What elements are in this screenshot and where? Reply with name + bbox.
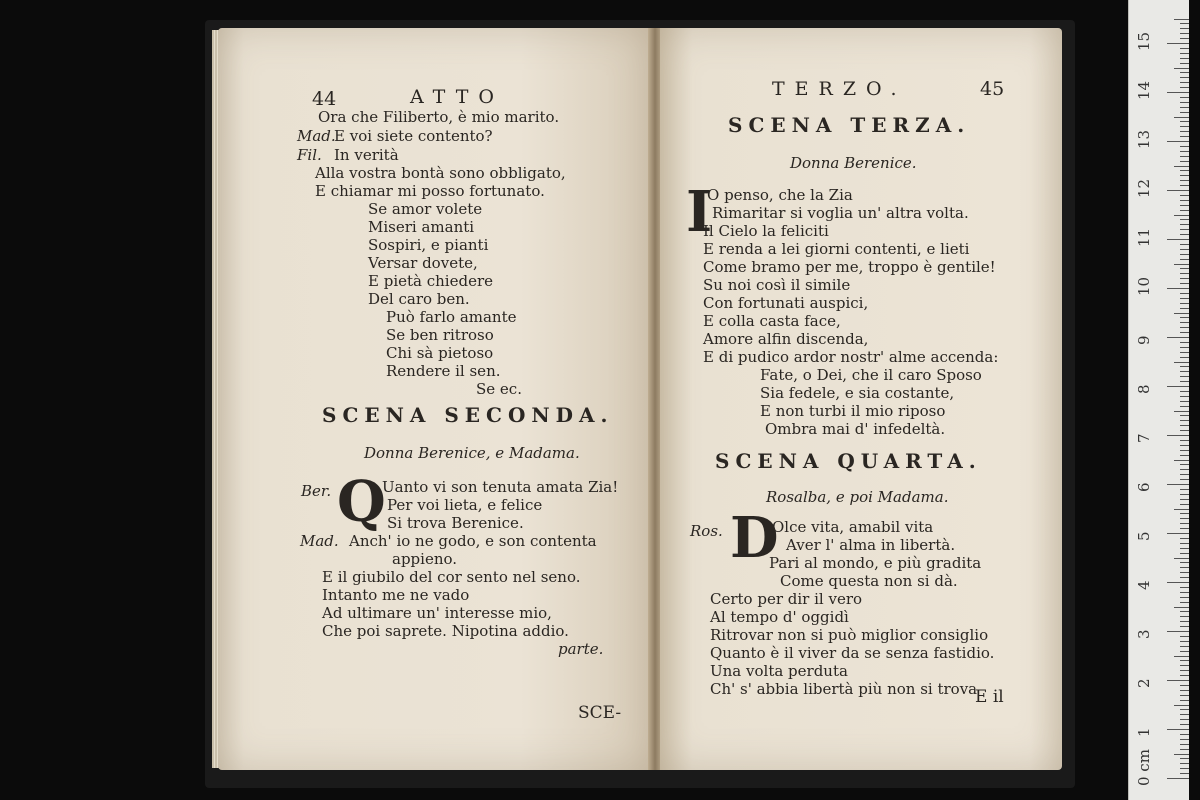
ruler-tick: [1180, 636, 1189, 637]
ruler-label: 5: [1135, 531, 1153, 541]
verse-line: E pietà chiedere: [368, 272, 493, 290]
ruler-tick: [1167, 337, 1189, 338]
ruler-tick: [1180, 695, 1189, 696]
ruler-tick: [1167, 288, 1189, 289]
text-line: Come bramo per me, troppo è gentile!: [703, 258, 996, 276]
ruler-tick: [1174, 656, 1189, 657]
ruler-tick: [1180, 621, 1189, 622]
ruler-tick: [1167, 680, 1189, 681]
ruler-tick: [1180, 77, 1189, 78]
ruler-tick: [1180, 553, 1189, 554]
verse-line: Fate, o Dei, che il caro Sposo: [760, 366, 982, 384]
ruler-tick: [1167, 631, 1189, 632]
measurement-ruler: [1128, 0, 1189, 800]
ruler-label: 6: [1135, 482, 1153, 492]
ruler-tick: [1180, 322, 1189, 323]
ruler-tick: [1180, 758, 1189, 759]
ruler-tick: [1180, 611, 1189, 612]
ruler-tick: [1180, 58, 1189, 59]
ruler-tick: [1180, 641, 1189, 642]
text-line: Ora che Filiberto, è mio marito.: [318, 108, 560, 126]
ruler-tick: [1180, 200, 1189, 201]
ruler-tick: [1180, 53, 1189, 54]
ruler-label: 9: [1135, 335, 1153, 345]
text-line: In verità: [334, 146, 399, 164]
ruler-tick: [1180, 626, 1189, 627]
text-line: E renda a lei giorni contenti, e lieti: [703, 240, 970, 258]
ruler-tick: [1180, 455, 1189, 456]
ruler-tick: [1180, 538, 1189, 539]
ruler-label: 1: [1135, 727, 1153, 737]
scene-heading: SCENA SECONDA.: [322, 403, 614, 427]
text-line: E il giubilo del cor sento nel seno.: [322, 568, 581, 586]
verse-line: Pari al mondo, e più gradita: [769, 554, 982, 572]
ruler-label: 4: [1135, 580, 1153, 590]
ruler-tick: [1180, 205, 1189, 206]
ruler-tick: [1174, 509, 1189, 510]
text-line: Amore alfin discenda,: [703, 330, 869, 348]
verse-line: Ombra mai d' infedeltà.: [765, 420, 946, 438]
text-line: Uanto vi son tenuta amata Zia!: [382, 478, 619, 496]
catchword: E il: [975, 687, 1004, 707]
drop-capital: Q: [337, 469, 386, 535]
stage-direction: parte.: [558, 640, 604, 658]
text-line: Ad ultimare un' interesse mio,: [322, 604, 552, 622]
text-line: Ch' s' abbia libertà più non si trova: [710, 680, 978, 698]
ruler-tick: [1180, 445, 1189, 446]
ruler-tick: [1174, 754, 1189, 755]
ruler-tick: [1180, 283, 1189, 284]
ruler-tick: [1167, 141, 1189, 142]
ruler-tick: [1167, 92, 1189, 93]
right-page-number: 45: [980, 78, 1005, 100]
ruler-tick: [1180, 739, 1189, 740]
ruler-tick: [1167, 533, 1189, 534]
text-line: Alla vostra bontà sono obbligato,: [315, 164, 566, 182]
drop-capital: D: [730, 505, 779, 571]
left-running-head: ATTO: [410, 86, 504, 108]
ruler-tick: [1180, 406, 1189, 407]
ruler-tick: [1174, 117, 1189, 118]
ruler-tick: [1180, 63, 1189, 64]
ruler-tick: [1180, 518, 1189, 519]
ruler-tick: [1180, 523, 1189, 524]
ruler-tick: [1180, 548, 1189, 549]
ruler-tick: [1180, 602, 1189, 603]
ruler-tick: [1180, 592, 1189, 593]
ruler-tick: [1174, 19, 1189, 20]
text-line: E colla casta face,: [703, 312, 841, 330]
text-line: Che poi saprete. Nipotina addio.: [322, 622, 569, 640]
ruler-label: 10: [1135, 276, 1153, 296]
verse-line: Versar dovete,: [368, 254, 478, 272]
ruler-tick: [1180, 567, 1189, 568]
ruler-tick: [1180, 210, 1189, 211]
text-line: E di pudico ardor nostr' alme accenda:: [703, 348, 999, 366]
catchword: SCE-: [578, 703, 622, 723]
ruler-tick: [1180, 450, 1189, 451]
ruler-tick: [1180, 175, 1189, 176]
verse-line: Olce vita, amabil vita: [772, 518, 934, 536]
ruler-label: 14: [1135, 80, 1153, 100]
verse-line: Se ec.: [476, 380, 522, 398]
verse-line: Chi sà pietoso: [386, 344, 494, 362]
ruler-tick: [1180, 33, 1189, 34]
ruler-tick: [1167, 484, 1189, 485]
ruler-tick: [1167, 435, 1189, 436]
scene-characters: Rosalba, e poi Madama.: [766, 488, 949, 506]
ruler-tick: [1174, 166, 1189, 167]
ruler-tick: [1167, 582, 1189, 583]
ruler-tick: [1174, 362, 1189, 363]
left-page-number: 44: [312, 88, 337, 110]
ruler-tick: [1180, 494, 1189, 495]
ruler-tick: [1180, 293, 1189, 294]
ruler-label: 7: [1135, 433, 1153, 443]
ruler-tick: [1174, 313, 1189, 314]
speaker-label: Fil.: [297, 146, 322, 164]
ruler-tick: [1167, 43, 1189, 44]
ruler-tick: [1180, 714, 1189, 715]
ruler-tick: [1180, 660, 1189, 661]
text-line: Al tempo d' oggidì: [710, 608, 849, 626]
ruler-tick: [1180, 749, 1189, 750]
ruler-tick: [1174, 411, 1189, 412]
ruler-tick: [1180, 195, 1189, 196]
ruler-tick: [1180, 317, 1189, 318]
ruler-tick: [1180, 273, 1189, 274]
ruler-label: 2: [1135, 678, 1153, 688]
text-line: Su noi così il simile: [703, 276, 851, 294]
verse-line: Miseri amanti: [368, 218, 475, 236]
ruler-tick: [1180, 87, 1189, 88]
ruler-tick: [1174, 607, 1189, 608]
text-line: O penso, che la Zia: [707, 186, 853, 204]
scene-characters: Donna Berenice, e Madama.: [364, 444, 580, 462]
verse-line: Come questa non si dà.: [780, 572, 958, 590]
ruler-tick: [1180, 151, 1189, 152]
verse-line: Se amor volete: [368, 200, 483, 218]
ruler-tick: [1180, 28, 1189, 29]
ruler-tick: [1180, 464, 1189, 465]
ruler-tick: [1180, 102, 1189, 103]
ruler-tick: [1180, 744, 1189, 745]
ruler-tick: [1180, 82, 1189, 83]
ruler-tick: [1180, 724, 1189, 725]
ruler-tick: [1180, 479, 1189, 480]
ruler-tick: [1180, 107, 1189, 108]
text-line: Certo per dir il vero: [710, 590, 863, 608]
speaker-label: Mad.: [297, 127, 336, 145]
text-line: appieno.: [392, 550, 458, 568]
ruler-tick: [1180, 244, 1189, 245]
ruler-tick: [1180, 268, 1189, 269]
scene-characters: Donna Berenice.: [790, 154, 917, 172]
ruler-tick: [1180, 332, 1189, 333]
text-line: Quanto è il viver da se senza fastidio.: [710, 644, 995, 662]
ruler-tick: [1180, 112, 1189, 113]
ruler-tick: [1180, 646, 1189, 647]
text-line: Si trova Berenice.: [387, 514, 524, 532]
ruler-tick: [1174, 215, 1189, 216]
ruler-tick: [1180, 734, 1189, 735]
ruler-tick: [1180, 97, 1189, 98]
ruler-tick: [1180, 156, 1189, 157]
ruler-tick: [1180, 72, 1189, 73]
scene-heading: SCENA QUARTA.: [715, 449, 982, 473]
ruler-label: 0 cm: [1135, 749, 1153, 786]
ruler-tick: [1180, 23, 1189, 24]
ruler-tick: [1180, 371, 1189, 372]
ruler-tick: [1180, 665, 1189, 666]
ruler-tick: [1167, 190, 1189, 191]
ruler-tick: [1180, 170, 1189, 171]
ruler-tick: [1180, 577, 1189, 578]
ruler-tick: [1180, 690, 1189, 691]
ruler-tick: [1180, 38, 1189, 39]
verse-line: Aver l' alma in libertà.: [786, 536, 956, 554]
ruler-tick: [1180, 685, 1189, 686]
ruler-tick: [1167, 386, 1189, 387]
ruler-label: 3: [1135, 629, 1153, 639]
ruler-tick: [1180, 763, 1189, 764]
ruler-label: 15: [1135, 31, 1153, 51]
ruler-tick: [1180, 381, 1189, 382]
text-line: E voi siete contento?: [334, 127, 493, 145]
ruler-tick: [1180, 259, 1189, 260]
right-running-head: TERZO.: [772, 78, 907, 100]
ruler-label: 11: [1135, 227, 1153, 247]
ruler-tick: [1180, 180, 1189, 181]
scene-heading: SCENA TERZA.: [728, 113, 971, 137]
verse-line: E non turbi il mio riposo: [760, 402, 946, 420]
ruler-tick: [1180, 391, 1189, 392]
ruler-tick: [1174, 68, 1189, 69]
ruler-tick: [1180, 587, 1189, 588]
text-line: Anch' io ne godo, e son contenta: [349, 532, 597, 550]
ruler-tick: [1180, 308, 1189, 309]
ruler-tick: [1180, 474, 1189, 475]
ruler-tick: [1174, 558, 1189, 559]
ruler-tick: [1180, 342, 1189, 343]
ruler-tick: [1180, 543, 1189, 544]
ruler-tick: [1180, 347, 1189, 348]
ruler-tick: [1174, 460, 1189, 461]
ruler-tick: [1180, 234, 1189, 235]
ruler-tick: [1180, 219, 1189, 220]
ruler-tick: [1180, 425, 1189, 426]
ruler-tick: [1180, 499, 1189, 500]
verse-line: Se ben ritroso: [386, 326, 494, 344]
text-line: Il Cielo la feliciti: [703, 222, 829, 240]
ruler-tick: [1180, 504, 1189, 505]
ruler-tick: [1180, 773, 1189, 774]
ruler-tick: [1180, 376, 1189, 377]
ruler-tick: [1167, 239, 1189, 240]
ruler-tick: [1180, 709, 1189, 710]
text-line: Rimaritar si voglia un' altra volta.: [712, 204, 969, 222]
verse-line: Sospiri, e pianti: [368, 236, 489, 254]
ruler-tick: [1180, 254, 1189, 255]
ruler-tick: [1180, 146, 1189, 147]
ruler-tick: [1180, 229, 1189, 230]
ruler-tick: [1180, 352, 1189, 353]
ruler-tick: [1180, 396, 1189, 397]
ruler-tick: [1180, 303, 1189, 304]
text-line: Per voi lieta, e felice: [387, 496, 543, 514]
speaker-label: Ros.: [690, 522, 723, 540]
verse-line: Può farlo amante: [386, 308, 517, 326]
text-line: Con fortunati auspici,: [703, 294, 869, 312]
ruler-tick: [1180, 768, 1189, 769]
ruler-tick: [1174, 705, 1189, 706]
ruler-tick: [1180, 513, 1189, 514]
ruler-label: 13: [1135, 129, 1153, 149]
ruler-tick: [1180, 185, 1189, 186]
ruler-tick: [1180, 161, 1189, 162]
ruler-label: 8: [1135, 384, 1153, 394]
ruler-tick: [1180, 597, 1189, 598]
ruler-tick: [1180, 121, 1189, 122]
ruler-tick: [1180, 440, 1189, 441]
verse-line: Sia fedele, e sia costante,: [760, 384, 955, 402]
ruler-tick: [1180, 298, 1189, 299]
ruler-tick: [1180, 126, 1189, 127]
speaker-label: Ber.: [301, 482, 332, 500]
text-line: Ritrovar non si può miglior consiglio: [710, 626, 989, 644]
ruler-tick: [1180, 131, 1189, 132]
ruler-label: 12: [1135, 178, 1153, 198]
text-line: Una volta perduta: [710, 662, 848, 680]
ruler-tick: [1180, 366, 1189, 367]
ruler-tick: [1180, 224, 1189, 225]
ruler-tick: [1180, 469, 1189, 470]
text-line: E chiamar mi posso fortunato.: [315, 182, 545, 200]
ruler-tick: [1180, 430, 1189, 431]
ruler-tick: [1180, 675, 1189, 676]
ruler-tick: [1180, 651, 1189, 652]
verse-line: Rendere il sen.: [386, 362, 501, 380]
ruler-tick: [1180, 572, 1189, 573]
ruler-tick: [1167, 729, 1189, 730]
ruler-tick: [1180, 420, 1189, 421]
ruler-tick: [1180, 401, 1189, 402]
speaker-label: Mad.: [300, 532, 339, 550]
drop-capital: I: [686, 179, 713, 245]
ruler-tick: [1180, 528, 1189, 529]
ruler-tick: [1180, 700, 1189, 701]
ruler-tick: [1180, 616, 1189, 617]
ruler-tick: [1180, 48, 1189, 49]
ruler-tick: [1180, 670, 1189, 671]
ruler-tick: [1180, 136, 1189, 137]
ruler-tick: [1180, 719, 1189, 720]
text-line: Intanto me ne vado: [322, 586, 470, 604]
ruler-tick: [1174, 264, 1189, 265]
ruler-tick: [1180, 357, 1189, 358]
ruler-tick: [1180, 327, 1189, 328]
ruler-tick: [1180, 415, 1189, 416]
ruler-tick: [1167, 778, 1189, 779]
ruler-tick: [1180, 562, 1189, 563]
ruler-tick: [1180, 278, 1189, 279]
verse-line: Del caro ben.: [368, 290, 470, 308]
ruler-tick: [1180, 489, 1189, 490]
ruler-tick: [1180, 249, 1189, 250]
